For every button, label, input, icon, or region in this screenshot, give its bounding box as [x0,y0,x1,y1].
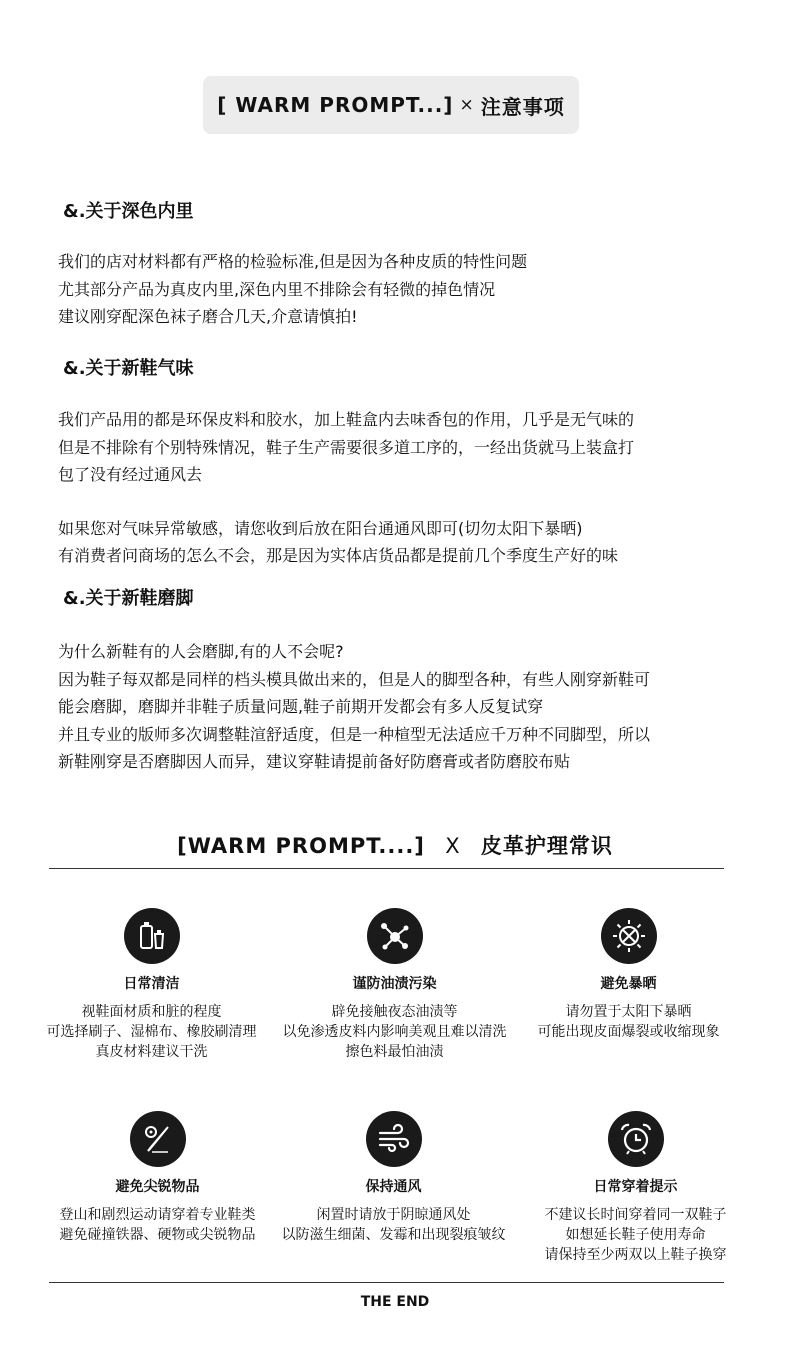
care-item-daily-cleaning [30,908,273,1062]
care-desc-line: 擦色料最怕油渍 [345,1044,444,1060]
care-desc [36,1205,279,1245]
paragraph-line: 尤其部分产品为真皮内里,深色内里不排除会有轻微的掉色情况 [58,279,496,299]
care-title: 日常清洁 [123,976,180,992]
paragraph-line: 如果您对气味异常敏感，请您收到后放在阳台通通风即可(切勿太阳下暴晒) [58,518,583,538]
sharp-tool-icon [130,1111,186,1167]
care-header-left: [WARM PROMPT....] [177,834,425,858]
care-item-avoid-sun [507,908,750,1042]
section-paragraph [58,638,748,776]
paragraph-line: 因为鞋子每双都是同样的档头模具做出来的，但是人的脚型各种，有些人刚穿新鞋可 [58,669,651,689]
paragraph-line: 我们产品用的都是环保皮料和胶水，加上鞋盒内去味香包的作用，几乎是无气味的 [58,410,635,429]
notice-header [203,76,579,134]
wind-icon [366,1111,422,1167]
care-desc-line: 以防滋生细菌、发霉和出现裂痕皱纹 [281,1227,506,1243]
care-desc-line: 视鞋面材质和脏的程度 [81,1004,222,1020]
alarm-clock-icon [608,1111,664,1167]
care-item-daily-wear [514,1111,757,1265]
paragraph-line: 新鞋刚穿是否磨脚因人而异，建议穿鞋请提前备好防磨膏或者防磨胶布贴 [58,752,571,771]
care-header [0,830,790,860]
section-dark-lining [58,200,748,331]
care-item-avoid-sharp [36,1111,279,1245]
paragraph-line: 能会磨脚，磨脚并非鞋子质量问题,鞋子前期开发都会有多人反复试穿 [58,697,544,716]
care-title: 避免暴晒 [600,976,657,992]
section-paragraph [58,406,748,489]
care-desc-line: 真皮材料建议干洗 [95,1044,208,1060]
care-title: 谨防油渍污染 [352,976,437,992]
section-new-shoe-rubbing [58,587,748,776]
section-new-shoe-smell [58,357,748,570]
bottles-icon [124,908,180,964]
care-title: 日常穿着提示 [593,1179,678,1195]
paragraph-line: 为什么新鞋有的人会磨脚,有的人不会呢? [58,642,344,661]
divider-bottom [49,1282,724,1283]
section-paragraph [58,515,748,570]
paragraph-line: 建议刚穿配深色袜子磨合几天,介意请慎拍! [58,307,358,326]
section-title: &.关于新鞋磨脚 [63,588,194,609]
care-desc-line: 请保持至少两双以上鞋子换穿 [544,1247,727,1263]
care-desc-line: 以免渗透皮料内影响美观且难以清洗 [282,1024,507,1040]
section-title: &.关于新鞋气味 [63,358,194,379]
footer-the-end: THE END [360,1294,430,1310]
care-desc [30,1002,273,1062]
care-desc-line: 不建议长时间穿着同一双鞋子 [544,1207,727,1223]
oil-splash-icon [367,908,423,964]
care-desc-line: 可选择刷子、湿棉布、橡胶刷清理 [46,1024,257,1040]
care-item-oil-prevention [273,908,516,1062]
care-title: 保持通风 [365,1179,422,1195]
care-title: 避免尖锐物品 [115,1179,200,1195]
care-desc [514,1205,757,1265]
care-desc-line: 登山和剧烈运动请穿着专业鞋类 [59,1207,256,1223]
care-desc-line: 闲置时请放于阴晾通风处 [316,1207,471,1223]
notice-header-left: [ WARM PROMPT...] [217,93,454,117]
paragraph-line: 我们的店对材料都有严格的检验标准,但是因为各种皮质的特性问题 [58,252,528,271]
sun-crossed-icon [601,908,657,964]
care-desc-line: 避免碰撞铁器、硬物或尖锐物品 [59,1227,256,1243]
care-header-right: 皮革护理常识 [480,834,613,858]
care-desc-line: 可能出现皮面爆裂或收缩现象 [537,1024,720,1040]
divider-top [49,868,724,869]
care-desc [507,1002,750,1042]
care-desc [272,1205,515,1245]
care-desc-line: 如想延长鞋子使用寿命 [565,1227,706,1243]
section-title: &.关于深色内里 [63,201,194,222]
paragraph-line: 包了没有经过通风去 [58,465,203,484]
care-desc-line: 辟免接触夜态油渍等 [331,1004,458,1020]
care-desc [273,1002,516,1062]
notice-header-right: 注意事项 [480,94,565,119]
paragraph-line: 并且专业的版师多次调整鞋渲舒适度，但是一种楦型无法适应千万种不同脚型，所以 [58,724,651,744]
section-paragraph [58,248,748,331]
care-item-ventilation [272,1111,515,1245]
paragraph-line: 但是不排除有个别特殊情况，鞋子生产需要很多道工序的，一经出货就马上装盒打 [58,437,635,457]
care-desc-line: 请勿置于太阳下暴晒 [565,1004,692,1020]
care-header-sep: X [445,834,461,858]
notice-header-sep: × [459,95,475,115]
paragraph-line: 有消费者问商场的怎么不会，那是因为实体店货品都是提前几个季度生产好的味 [58,546,619,565]
